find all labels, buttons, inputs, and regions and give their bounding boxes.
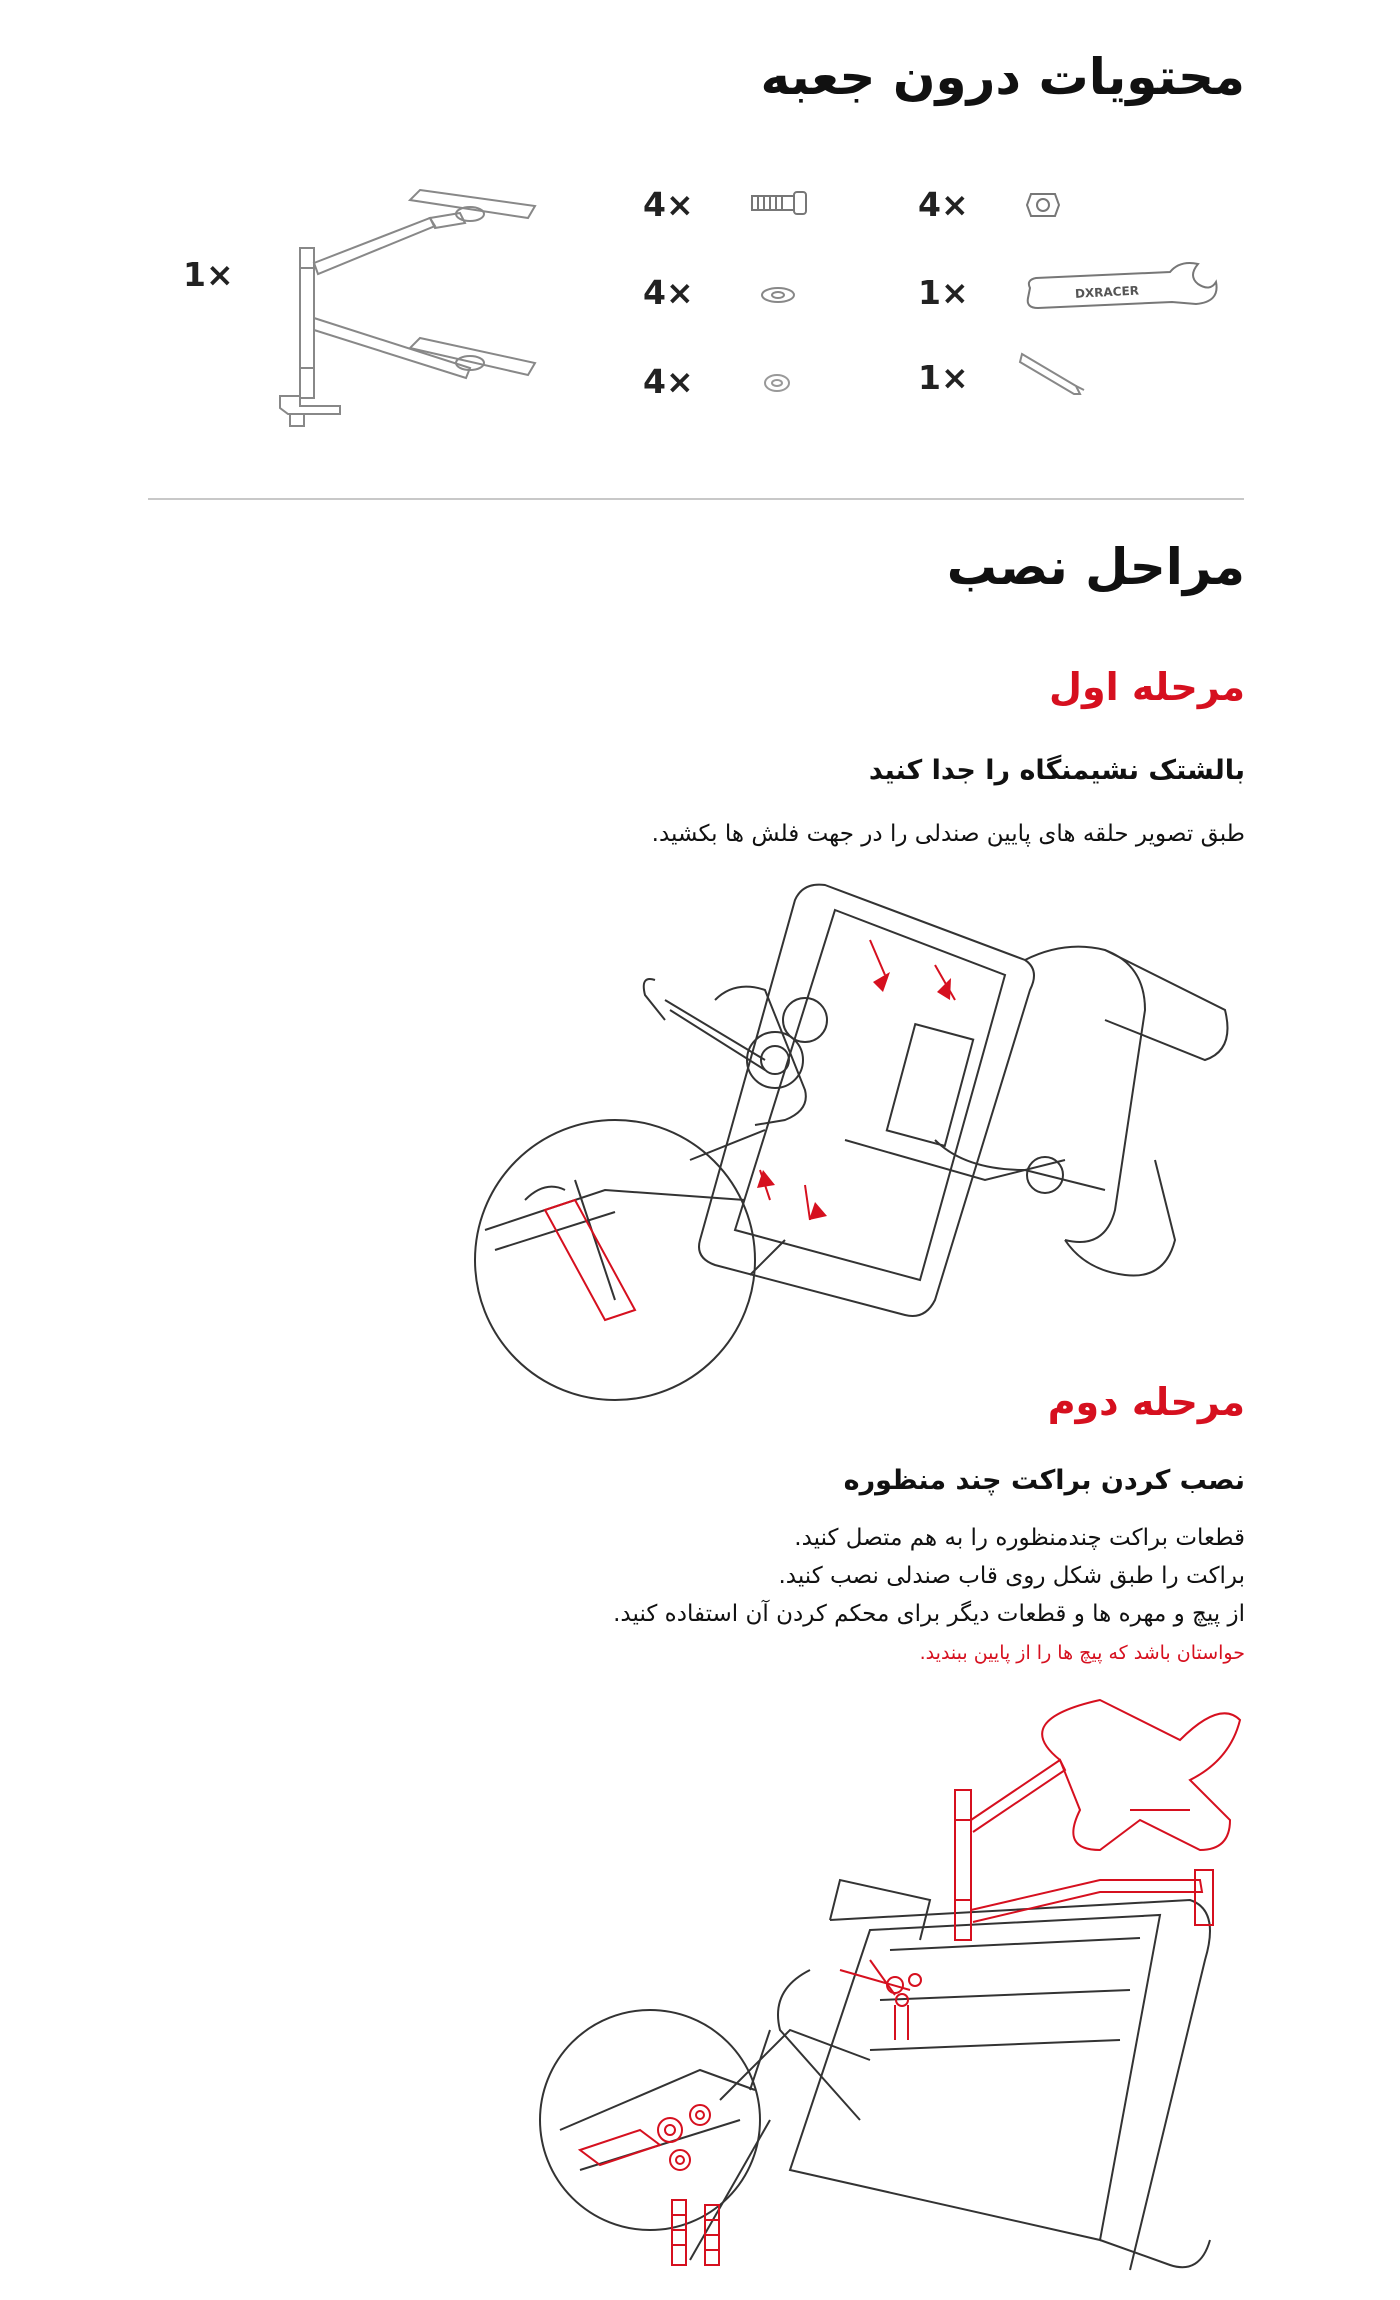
wrench-brand-text: DXRACER: [1074, 283, 1140, 301]
qty-flat-washer: 4×: [643, 273, 694, 312]
step1-heading: مرحله اول: [1049, 665, 1245, 709]
qty-allen-key: 1×: [918, 358, 969, 397]
spring-washer-icon: [762, 372, 792, 394]
qty-spring-washer: 4×: [643, 362, 694, 401]
qty-wrench: 1×: [918, 273, 969, 312]
qty-nut: 4×: [918, 185, 969, 224]
section-divider: [148, 498, 1244, 500]
step1-text: طبق تصویر حلقه های پایین صندلی را در جهت فلش ها بکشید.: [651, 821, 1245, 847]
flat-washer-icon: [760, 285, 796, 305]
step2-heading: مرحله دوم: [1047, 1380, 1245, 1424]
nut-icon: [1025, 190, 1061, 220]
bolt-icon: [750, 190, 810, 220]
step2-line-2: براکت را طبق شکل روی قاب صندلی نصب کنید.: [778, 1563, 1245, 1589]
monitor-arm-drawing: [270, 168, 570, 428]
qty-bolt: 4×: [643, 185, 694, 224]
step2-bracket-installation-illustration: [540, 1700, 1260, 2280]
step1-chair-underside-illustration: [465, 880, 1245, 1350]
step2-line-3: از پیچ و مهره ها و قطعات دیگر برای محکم کردن آن استفاده کنید.: [613, 1601, 1245, 1627]
box-contents-title: محتویات درون جعبه: [760, 48, 1245, 106]
install-title: مراحل نصب: [946, 538, 1245, 596]
wrench-icon: [1020, 258, 1220, 328]
step2-note: حواستان باشد که پیچ ها را از پایین ببندید.: [919, 1642, 1245, 1664]
step2-subheading: نصب کردن براکت چند منظوره: [843, 1465, 1245, 1496]
allen-key-icon: [1018, 350, 1088, 400]
qty-monitor-arm: 1×: [183, 255, 234, 294]
step2-line-1: قطعات براکت چندمنظوره را به هم متصل کنید.: [794, 1525, 1245, 1551]
step1-subheading: بالشتک نشیمنگاه را جدا کنید: [868, 755, 1245, 786]
